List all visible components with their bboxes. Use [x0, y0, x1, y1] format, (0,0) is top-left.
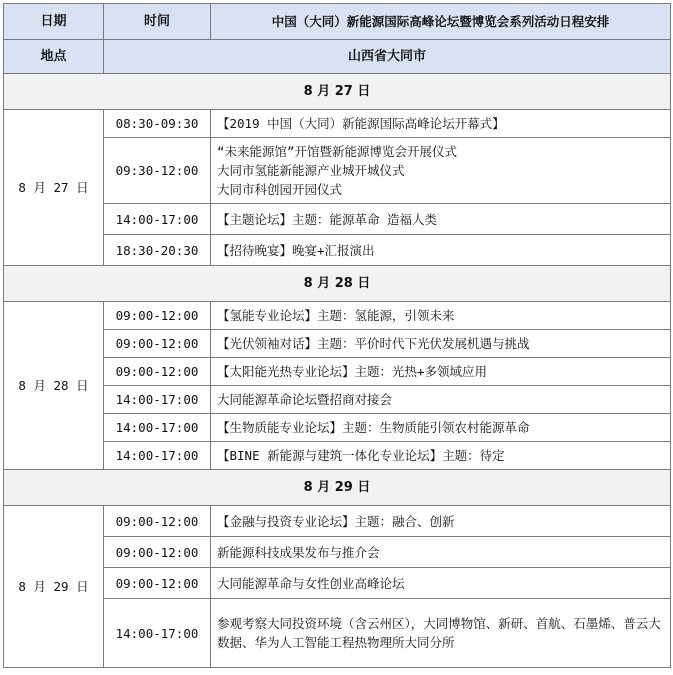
- session-row: [4, 358, 671, 386]
- session-time: 09:00-12:00: [104, 537, 211, 568]
- location-row: [4, 40, 671, 74]
- session-time: 09:30-12:00: [104, 138, 211, 204]
- session-events: [211, 442, 671, 470]
- session-time: 09:00-12:00: [104, 568, 211, 599]
- event-line: 【光伏领袖对话】主题：平价时代下光伏发展机遇与挑战: [217, 336, 530, 351]
- day-date-cell: 8 月 29 日: [4, 506, 104, 668]
- header-row: [4, 4, 671, 40]
- day-banner: 8 月 28 日: [4, 266, 671, 302]
- session-events: [211, 358, 671, 386]
- location-value: 山西省大同市: [104, 40, 671, 74]
- session-time: 14:00-17:00: [104, 442, 211, 470]
- session-time: 08:30-09:30: [104, 110, 211, 138]
- location-label: 地点: [4, 40, 104, 74]
- session-events: [211, 568, 671, 599]
- session-events: [211, 386, 671, 414]
- day-date-cell: 8 月 28 日: [4, 302, 104, 470]
- session-row: [4, 537, 671, 568]
- session-row: [4, 204, 671, 235]
- day-banner: 8 月 29 日: [4, 470, 671, 506]
- session-row: [4, 235, 671, 266]
- event-line: 大同市氢能新能源产业城开城仪式: [217, 163, 405, 178]
- day-banner: 8 月 27 日: [4, 74, 671, 110]
- session-row: [4, 386, 671, 414]
- session-time: 14:00-17:00: [104, 599, 211, 668]
- session-time: 09:00-12:00: [104, 302, 211, 330]
- session-events: [211, 110, 671, 138]
- event-line: 【招待晚宴】晚宴+汇报演出: [217, 242, 375, 258]
- session-events: [211, 302, 671, 330]
- session-row: [4, 330, 671, 358]
- session-row: [4, 414, 671, 442]
- session-time: 14:00-17:00: [104, 204, 211, 235]
- session-time: 09:00-12:00: [104, 506, 211, 537]
- session-events: [211, 537, 671, 568]
- event-line: 【太阳能光热专业论坛】主题：光热+多领域应用: [217, 364, 488, 379]
- session-events: [211, 204, 671, 235]
- session-row: [4, 302, 671, 330]
- session-events: [211, 235, 671, 266]
- day-banner-row: [4, 74, 671, 110]
- day-date-cell: 8 月 27 日: [4, 110, 104, 266]
- schedule-title: 中国（大同）新能源国际高峰论坛暨博览会系列活动日程安排: [211, 4, 671, 40]
- session-row: [4, 138, 671, 204]
- session-row: [4, 506, 671, 537]
- session-events: [211, 599, 671, 668]
- event-line: 【生物质能专业论坛】主题：生物质能引领农村能源革命: [217, 420, 530, 435]
- event-line: 【氢能专业论坛】主题：氢能源，引领未来: [217, 308, 455, 323]
- session-row: [4, 110, 671, 138]
- date-column-header: 日期: [4, 4, 104, 40]
- session-events: [211, 414, 671, 442]
- session-time: 18:30-20:30: [104, 235, 211, 266]
- event-line: 新能源科技成果发布与推介会: [217, 544, 380, 560]
- session-time: 09:00-12:00: [104, 358, 211, 386]
- day-banner-row: [4, 470, 671, 506]
- session-events: [211, 330, 671, 358]
- event-line: 【金融与投资专业论坛】主题：融合、创新: [217, 513, 455, 529]
- event-line: 大同能源革命论坛暨招商对接会: [217, 392, 393, 407]
- session-time: 09:00-12:00: [104, 330, 211, 358]
- day-banner-row: [4, 266, 671, 302]
- session-row: [4, 599, 671, 668]
- session-row: [4, 568, 671, 599]
- session-events: [211, 138, 671, 204]
- session-time: 14:00-17:00: [104, 386, 211, 414]
- event-line: “未来能源馆”开馆暨新能源博览会开展仪式: [217, 144, 458, 159]
- session-row: [4, 442, 671, 470]
- session-time: 14:00-17:00: [104, 414, 211, 442]
- time-column-header: 时间: [104, 4, 211, 40]
- event-line: 【2019 中国（大同）新能源国际高峰论坛开幕式】: [217, 116, 505, 131]
- event-line: 【BINE 新能源与建筑一体化专业论坛】主题：待定: [217, 448, 505, 463]
- event-line: 大同能源革命与女性创业高峰论坛: [217, 575, 405, 591]
- session-events: [211, 506, 671, 537]
- event-line: 大同市科创园开园仪式: [217, 182, 343, 197]
- event-line: 【主题论坛】主题：能源革命 造福人类: [217, 211, 438, 227]
- schedule-table: [3, 3, 671, 668]
- event-line: 参观考察大同投资环境（含云州区），大同博物馆、新研、首航、石墨烯、普云大数据、华为人工智能工程热物理所大同分所: [217, 616, 661, 650]
